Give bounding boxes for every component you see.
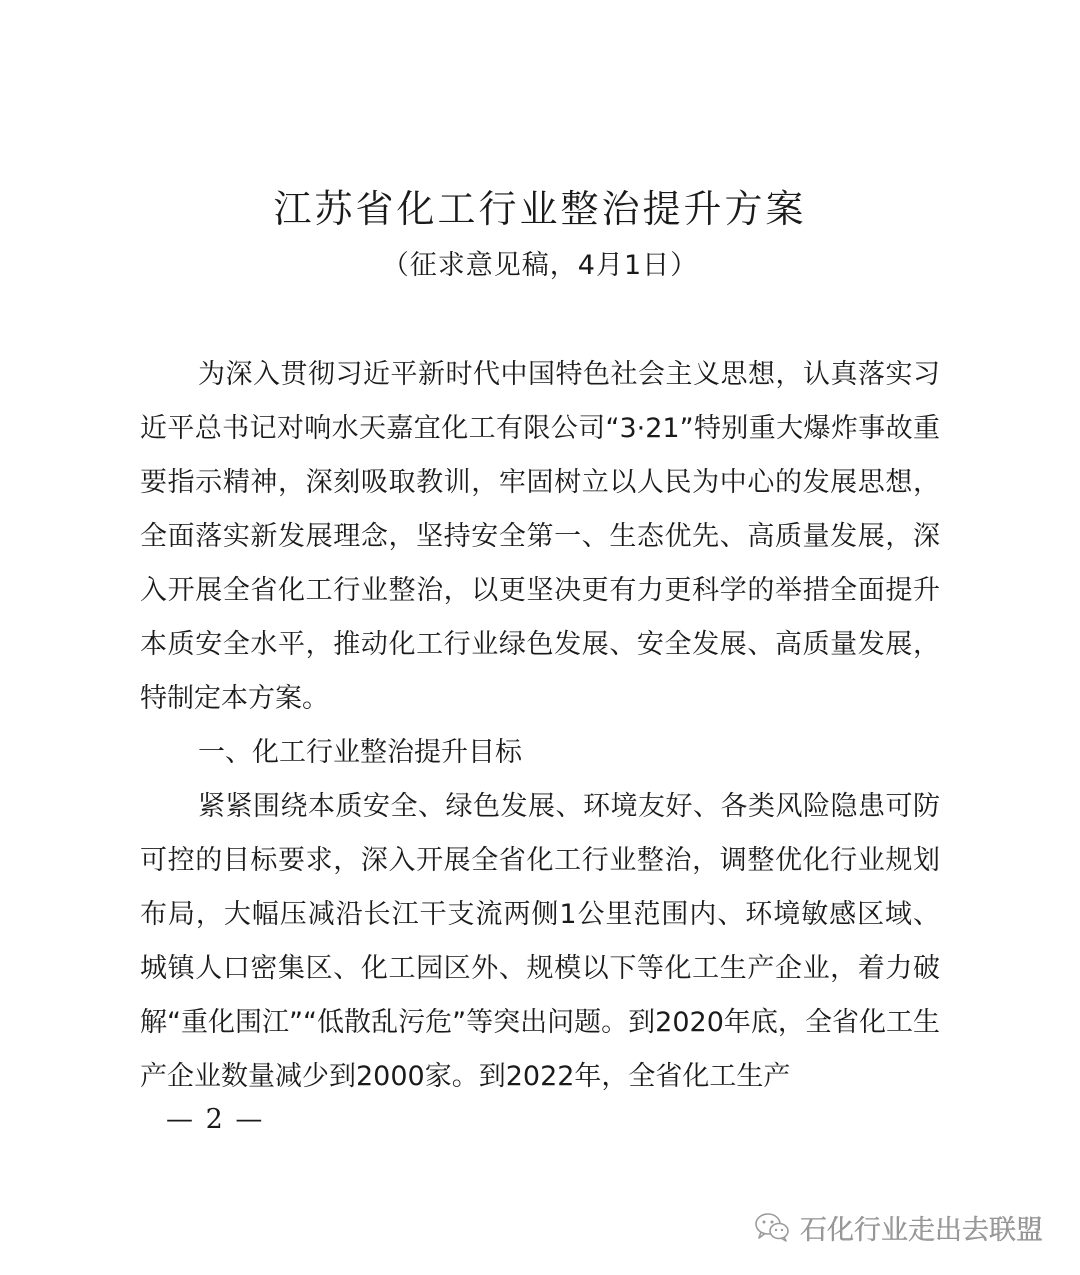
document-title: 江苏省化工行业整治提升方案 [273, 187, 807, 231]
goal-paragraph: 紧紧围绕本质安全、绿色发展、环境友好、各类风险隐患可防可控的目标要求，深入开展全省化工行业整治，调整优化行业规划布局，大幅压减沿长江干支流两侧1公里范围内、环境敏感区域、城镇人口密集区、化工园区外、规模以下等化工生产企业，着力破解“重化围江”“低散乱污危”等突出问题。到2020年底，全省化工生产企业数量减少到2000家。到2022年，全省化工生产 [140, 791, 940, 1092]
section-heading: 一、化工行业整治提升目标 [198, 737, 522, 768]
wechat-icon [754, 1212, 790, 1242]
watermark [754, 1207, 1043, 1247]
intro-paragraph: 为深入贯彻习近平新时代中国特色社会主义思想，认真落实习近平总书记对响水天嘉宜化工有限公司“3·21”特别重大爆炸事故重要指示精神，深刻吸取教训，牢固树立以人民为中心的发展思想，全面落实新发展理念，坚持安全第一、生态优先、高质量发展，深入开展全省化工行业整治，以更坚决更有力更科学的举措全面提升本质安全水平，推动化工行业绿色发展、安全发展、高质量发展，特制定本方案。 [140, 359, 940, 714]
watermark-text: 石化行业走出去联盟 [800, 1214, 1043, 1246]
page-number: — 2 — [166, 1104, 265, 1135]
document-subtitle: （征求意见稿，4月1日） [381, 250, 699, 281]
